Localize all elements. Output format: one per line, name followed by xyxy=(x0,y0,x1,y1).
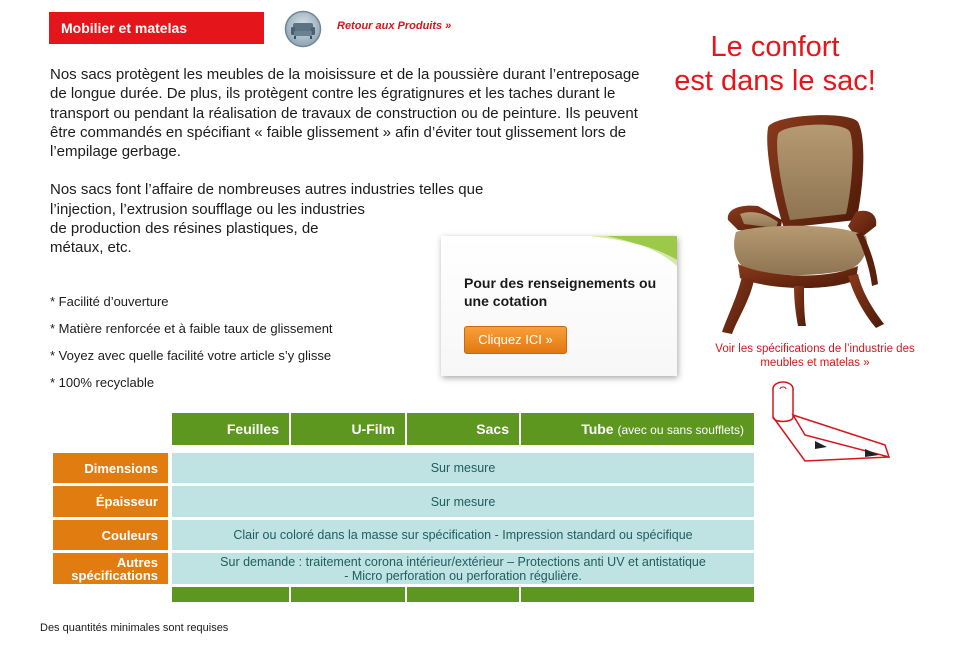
slogan xyxy=(640,30,910,98)
column-header-feuilles: Feuilles xyxy=(172,413,289,445)
row-label-dimensions: Dimensions xyxy=(53,453,168,483)
row-value-autres-specifications xyxy=(172,553,754,584)
film-roll-image xyxy=(765,375,895,465)
table-footer-strip xyxy=(407,587,519,602)
quote-request-box xyxy=(441,236,677,376)
feature-list xyxy=(50,293,333,401)
feature-item: * Facilité d’ouverture xyxy=(50,294,169,309)
feature-item: * Voyez avec quelle facilité votre article s’y glisse xyxy=(50,348,332,363)
column-header-u-film: U-Film xyxy=(291,413,405,445)
green-swoosh-decoration xyxy=(441,236,677,266)
row-label-autres-specifications xyxy=(53,553,168,584)
column-header-tube-label: Tube xyxy=(581,421,614,437)
row-value-autres-line1: Sur demande : traitement corona intérieur/extérieur – Protections anti UV et antistatique xyxy=(220,554,706,569)
quote-request-title: Pour des renseignements ou une cotation xyxy=(464,275,657,309)
row-value-epaisseur: Sur mesure xyxy=(172,486,754,517)
industry-specifications-link[interactable]: Voir les spécifications de l’industrie des meubles et matelas » xyxy=(715,343,915,369)
row-label-autres-line1: Autres xyxy=(116,554,158,570)
back-to-products-link[interactable]: Retour aux Produits » xyxy=(337,20,452,32)
feature-item: * Matière renforcée et à faible taux de glissement xyxy=(50,321,333,336)
click-here-button[interactable]: Cliquez ICI » xyxy=(464,326,567,354)
row-value-autres-line2: - Micro perforation ou perforation régulière. xyxy=(344,568,582,583)
table-footer-strip xyxy=(291,587,405,602)
column-header-sacs: Sacs xyxy=(407,413,519,445)
feature-item: * 100% recyclable xyxy=(50,375,155,390)
slogan-line2: est dans le sac! xyxy=(674,65,876,97)
table-footer-strip xyxy=(172,587,289,602)
row-value-dimensions: Sur mesure xyxy=(172,453,754,483)
category-tab[interactable]: Mobilier et matelas xyxy=(49,12,264,44)
row-label-epaisseur: Épaisseur xyxy=(53,486,168,517)
intro-paragraph-1: Nos sacs protègent les meubles de la moisissure et de la poussière durant l’entreposage de longue durée. De plus, ils protègent contre les égratignures et les taches durant le transport ou pendant la réalisation de travaux de construction ou de peinture. Ils peuvent être commandés en spécifiant « faible glissement » afin d’éviter tout glissement lors de l’empilage gerbage. xyxy=(50,66,640,161)
row-label-autres-line2: spécifications xyxy=(71,567,158,583)
intro-paragraph-2-line1: Nos sacs font l’affaire de nombreuses autres industries telles que xyxy=(50,181,484,199)
intro-text xyxy=(50,65,640,258)
column-header-tube xyxy=(521,413,754,445)
table-footer-strip xyxy=(521,587,754,602)
sofa-icon[interactable] xyxy=(284,10,322,48)
intro-paragraph-2-rest: l’injection, l’extrusion soufflage ou les industries de production des résines plastiques, de métaux, etc. xyxy=(50,200,365,257)
row-value-couleurs: Clair ou coloré dans la masse sur spécification - Impression standard ou spécifique xyxy=(172,520,754,550)
slogan-line1: Le confort xyxy=(710,31,840,63)
armchair-image xyxy=(698,110,898,335)
row-label-couleurs: Couleurs xyxy=(53,520,168,550)
column-header-tube-note: (avec ou sans soufflets) xyxy=(617,423,744,437)
minimum-quantity-note: Des quantités minimales sont requises xyxy=(40,622,229,634)
